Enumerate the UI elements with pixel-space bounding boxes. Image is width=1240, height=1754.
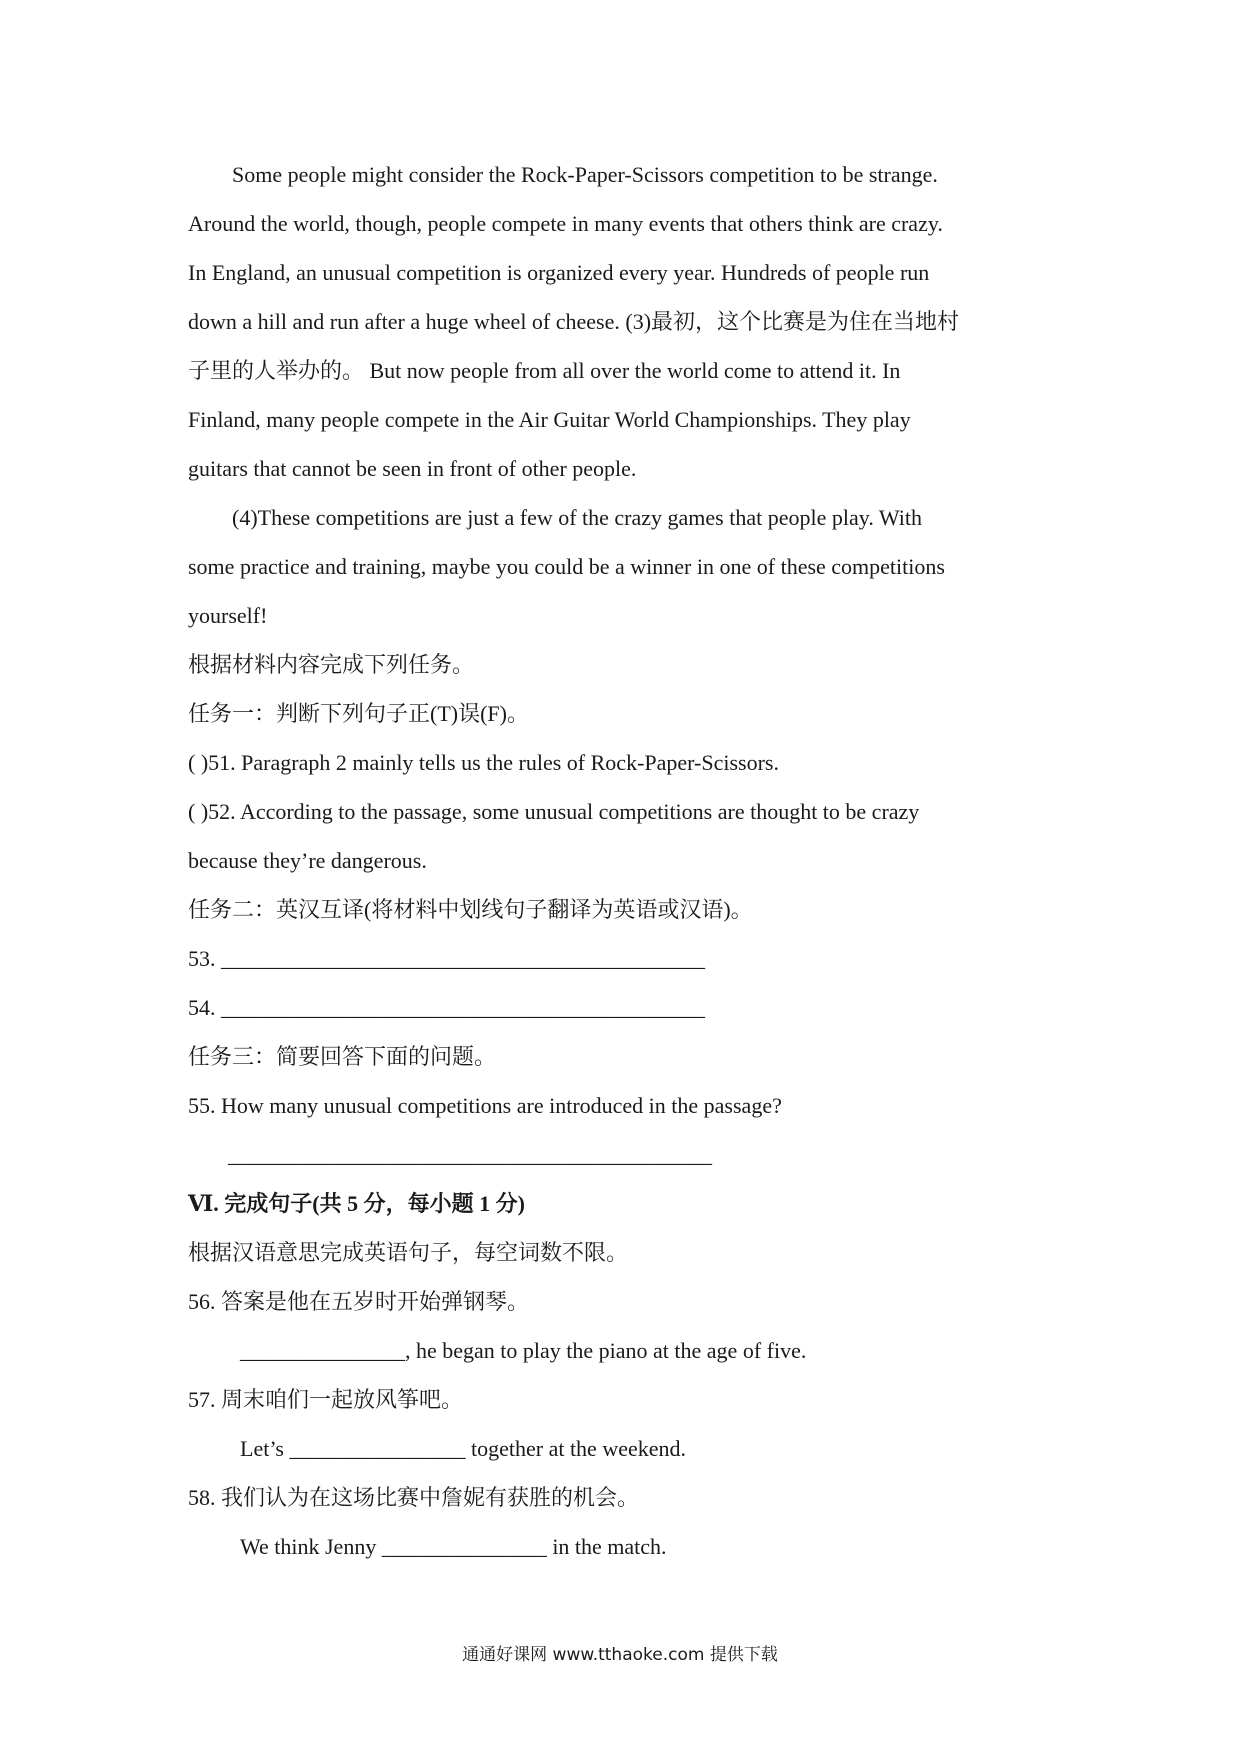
section-6-heading: Ⅵ. 完成句子(共 5 分，每小题 1 分) bbox=[188, 1191, 525, 1216]
task-3-heading: 任务三：简要回答下面的问题。 bbox=[188, 1044, 497, 1069]
passage-line: Around the world, though, people compete in many events that others think are crazy. bbox=[188, 211, 943, 236]
passage-line: down a hill and run after a huge wheel of cheese. (3)最初，这个比赛是为住在当地村 bbox=[188, 309, 960, 334]
question-57-chinese: 57. 周末咱们一起放风筝吧。 bbox=[188, 1387, 464, 1412]
passage-line: yourself! bbox=[188, 603, 268, 628]
passage-line: guitars that cannot be seen in front of other people. bbox=[188, 456, 637, 481]
task-1-heading: 任务一：判断下列句子正(T)误(F)。 bbox=[188, 701, 529, 726]
passage-line: some practice and training, maybe you could be a winner in one of these competitions bbox=[188, 554, 945, 579]
question-56-chinese: 56. 答案是他在五岁时开始弹钢琴。 bbox=[188, 1289, 530, 1314]
question-52: ( )52. According to the passage, some unusual competitions are thought to be crazy bbox=[188, 799, 920, 824]
question-58-english: We think Jenny _______________ in the match. bbox=[240, 1534, 667, 1559]
passage-line: 子里的人举办的。 But now people from all over the world come to attend it. In bbox=[188, 358, 901, 383]
passage-line: Finland, many people compete in the Air Guitar World Championships. They play bbox=[188, 407, 911, 432]
question-51: ( )51. Paragraph 2 mainly tells us the rules of Rock-Paper-Scissors. bbox=[188, 750, 779, 775]
question-55: 55. How many unusual competitions are introduced in the passage? bbox=[188, 1093, 782, 1118]
passage-line: (4)These competitions are just a few of the crazy games that people play. With bbox=[232, 505, 923, 530]
question-53: 53. ____________________________________________ bbox=[188, 946, 705, 971]
tasks-intro: 根据材料内容完成下列任务。 bbox=[188, 652, 475, 677]
question-57-english: Let’s ________________ together at the weekend. bbox=[240, 1436, 687, 1461]
section-6 bbox=[188, 1179, 1068, 1571]
page-footer: 通通好课网 www.tthaoke.com 提供下载 bbox=[462, 1645, 778, 1665]
tasks-section bbox=[188, 640, 1068, 1179]
question-58-chinese: 58. 我们认为在这场比赛中詹妮有获胜的机会。 bbox=[188, 1485, 640, 1510]
worksheet-page bbox=[188, 150, 1068, 1571]
passage-paragraph-2 bbox=[188, 493, 1068, 640]
question-55-answer-blank: ____________________________________________ bbox=[228, 1142, 712, 1167]
passage-line: In England, an unusual competition is organized every year. Hundreds of people run bbox=[188, 260, 930, 285]
task-2-heading: 任务二：英汉互译(将材料中划线句子翻译为英语或汉语)。 bbox=[188, 897, 753, 922]
passage-paragraph-1 bbox=[188, 150, 1068, 493]
question-54: 54. ____________________________________________ bbox=[188, 995, 705, 1020]
question-56-english: _______________, he began to play the piano at the age of five. bbox=[240, 1338, 807, 1363]
section-6-instruction: 根据汉语意思完成英语句子，每空词数不限。 bbox=[188, 1240, 629, 1265]
passage-line: Some people might consider the Rock-Paper-Scissors competition to be strange. bbox=[232, 162, 938, 187]
question-52-continued: because they’re dangerous. bbox=[188, 848, 427, 873]
